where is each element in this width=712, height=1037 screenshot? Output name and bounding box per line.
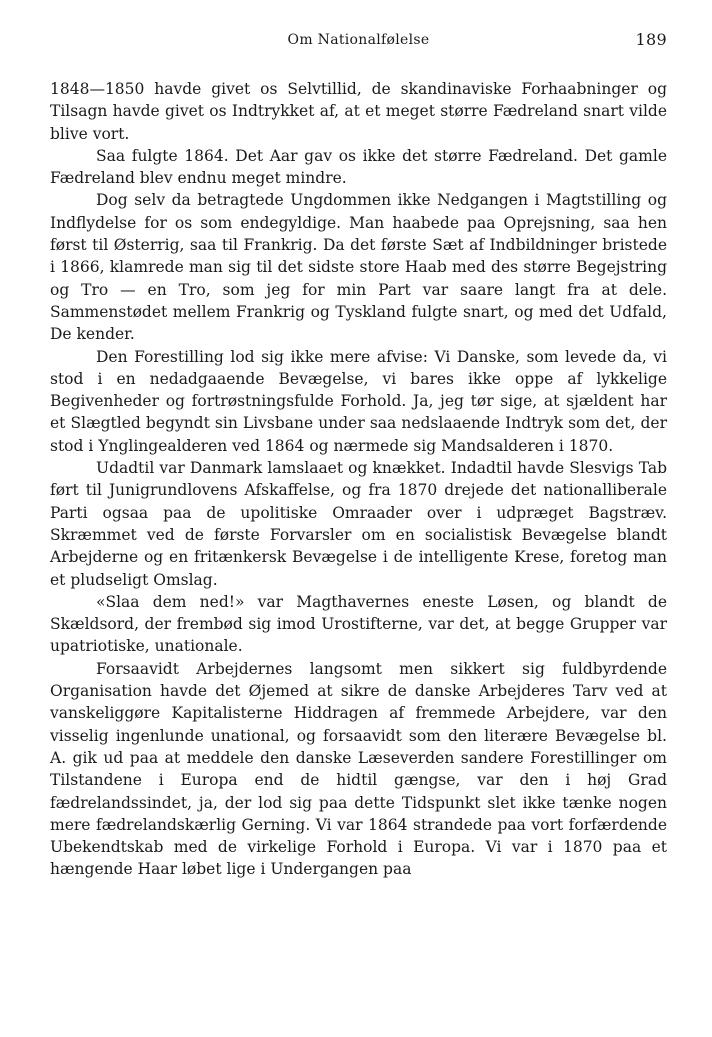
paragraph: Dog selv da betragtede Ungdommen ikke Nedgangen i Magtstilling og Indflydelse for os som endegyldige. Man haabede paa Oprejsning, saa hen først til Østerrig, saa til Frankrig. Da det første Sæt af Indbildninger bristede i 1866, klamrede man sig til det sidste store Haab med des større Begejstring og Tro — en Tro, som jeg for min Part var saare langt fra at dele. Sammenstødet mellem Frankrig og Tyskland fulgte snart, og med det Udfald, De kender. [50, 191, 667, 344]
page-number: 189 [635, 30, 667, 49]
paragraph: Forsaavidt Arbejdernes langsomt men sikkert sig fuldbyrdende Organisation havde det Øjemed at sikre de danske Arbejderes Tarv ved at vanskeliggøre Kapitalisterne Hiddragen af fremmede Arbejdere, var den visselig ingenlunde unational, og forsaavidt som den literære Bevægelse bl. A. gik ud paa at meddele den danske Læseverden sandere Forestillinger om Tilstandene i Europa end de hidtil gængse, var den i høj Grad fædrelandssindet, ja, der lod sig paa dette Tidspunkt slet ikke tænke nogen mere fædrelandskærlig Gerning. Vi var 1864 strandede paa vort forfærdende Ubekendtskab med de virkelige Forhold i Europa. Vi var i 1870 paa et hængende Haar løbet lige i Undergangen paa [50, 659, 667, 879]
paragraph: Den Forestilling lod sig ikke mere afvise: Vi Danske, som levede da, vi stod i en nedadgaaende Bevægelse, vi bares ikke oppe af lykkelige Begivenheder og fortrøstningsfulde Forhold. Ja, jeg tør sige, at sjældent har et Slægtled begyndt sin Livsbane under saa nedslaaende Indtryk som det, der stod i Ynglingealderen ved 1864 og nærmede sig Mandsalderen i 1870. [50, 347, 667, 455]
paragraph: «Slaa dem ned!» var Magthavernes eneste Løsen, og blandt de Skældsord, der frembød sig imod Urostifterne, var det, at begge Grupper var upatriotiske, unationale. [50, 592, 667, 656]
paragraph: Saa fulgte 1864. Det Aar gav os ikke det større Fædreland. Det gamle Fædreland blev endnu meget mindre. [50, 146, 667, 188]
paragraph: 1848—1850 havde givet os Selvtillid, de skandinaviske Forhaabninger og Tilsagn havde givet os Indtrykket af, at et meget større Fædreland snart vilde blive vort. [50, 80, 667, 143]
book-page [50, 30, 667, 881]
running-header [50, 30, 667, 56]
paragraph: Udadtil var Danmark lamslaaet og knækket. Indadtil havde Slesvigs Tab ført til Junigrundlovens Afskaffelse, og fra 1870 drejede det nationalliberale Parti ogsaa paa de upolitiske Omraader over i udpræget Bagstræv. Skræmmet ved de første Forvarsler om en socialistisk Bevægelse blandt Arbejderne og en fritænkersk Bevægelse i de intelligente Krese, foretog man et pludseligt Omslag. [50, 459, 667, 589]
running-title: Om Nationalfølelse [287, 32, 430, 48]
body-text [50, 78, 667, 881]
